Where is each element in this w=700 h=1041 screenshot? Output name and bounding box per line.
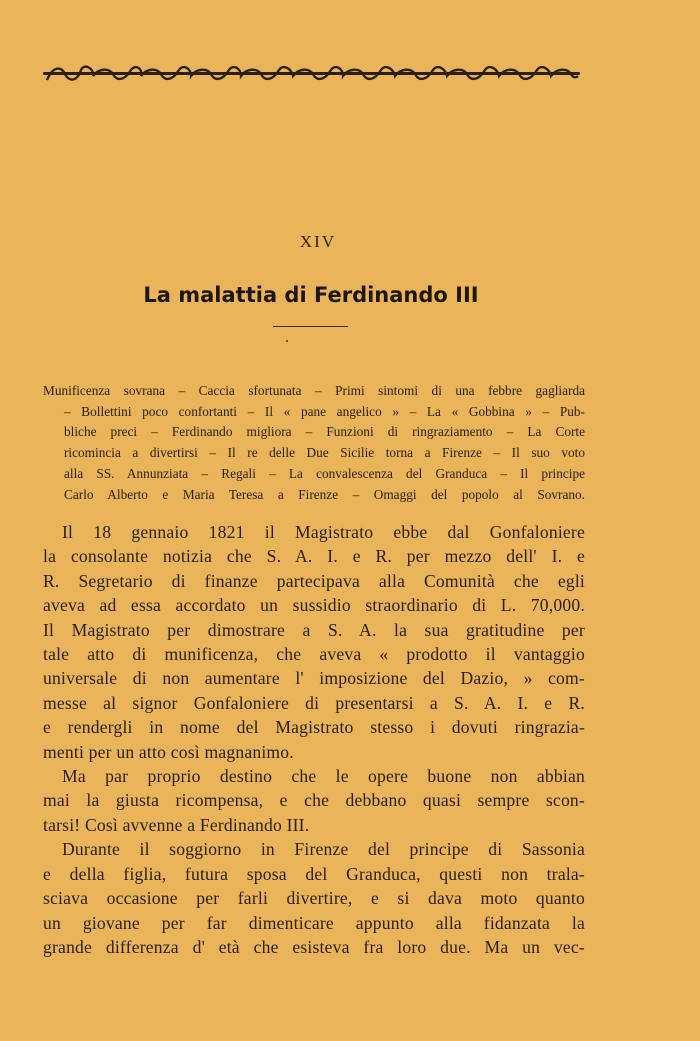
- body-line: sciava occasione per farli divertire, e si dava moto quanto: [43, 888, 585, 909]
- body-line: messe al signor Gonfaloniere di presentarsi a S. A. I. e R.: [43, 692, 585, 713]
- body-line: universale di non aumentare l' imposizione del Dazio, » com-: [43, 668, 585, 689]
- body-line: R. Segretario di finanze partecipava alla Comunità che egli: [43, 570, 585, 591]
- divider-dot: [286, 340, 288, 342]
- body-line: aveva ad essa accordato un sussidio straordinario di L. 70,000.: [43, 595, 585, 616]
- body-line: Il Magistrato per dimostrare a S. A. la sua gratitudine per: [43, 619, 585, 640]
- body-line: tarsi! Così avvenne a Ferdinando III.: [43, 814, 310, 835]
- summary-line: Carlo Alberto e Maria Teresa a Firenze – Omaggi del popolo al Sovrano.: [64, 486, 585, 502]
- body-line: grande differenza d' età che esisteva fra loro due. Ma un vec-: [43, 936, 585, 957]
- summary-line: – Bollettini poco confortanti – Il « pane angelico » – La « Gobbina » – Pub-: [64, 403, 585, 419]
- chapter-title: La malattia di Ferdinando III: [143, 283, 479, 307]
- body-line: e della figlia, futura sposa del Granduca, questi non trala-: [43, 863, 585, 884]
- body-line: e rendergli in nome del Magistrato stesso i dovuti ringrazia-: [43, 717, 585, 738]
- summary-line: bliche preci – Ferdinando migliora – Funzioni di ringraziamento – La Corte: [64, 424, 585, 440]
- summary-line: alla SS. Annunziata – Regali – La convalescenza del Granduca – Il principe: [64, 465, 585, 481]
- body-line: menti per un atto così magnanimo.: [43, 741, 294, 762]
- body-line: Durante il soggiorno in Firenze del principe di Sassonia: [62, 839, 585, 860]
- chapter-summary: [43, 381, 585, 505]
- summary-line: ricomincia a divertirsi – Il re delle Due Sicilie torna a Firenze – Il suo voto: [64, 445, 585, 461]
- chapter-number: XIV: [299, 232, 337, 251]
- body-line: un giovane per far dimenticare appunto alla fidanzata la: [43, 912, 585, 933]
- body-line: mai la giusta ricompensa, e che debbano quasi sempre scon-: [43, 790, 585, 811]
- summary-line: Munificenza sovrana – Caccia sfortunata – Primi sintomi di una febbre gagliarda: [43, 383, 585, 398]
- decorative-ornament-band: [43, 64, 580, 84]
- body-line: tale atto di munificenza, che aveva « prodotto il vantaggio: [43, 644, 585, 665]
- body-text: [43, 520, 585, 959]
- body-line: Ma par proprio destino che le opere buone non abbian: [62, 766, 585, 787]
- title-divider: [273, 326, 348, 327]
- body-line: la consolante notizia che S. A. I. e R. per mezzo dell' I. e: [43, 546, 585, 567]
- body-line: Il 18 gennaio 1821 il Magistrato ebbe dal Gonfaloniere: [62, 522, 585, 542]
